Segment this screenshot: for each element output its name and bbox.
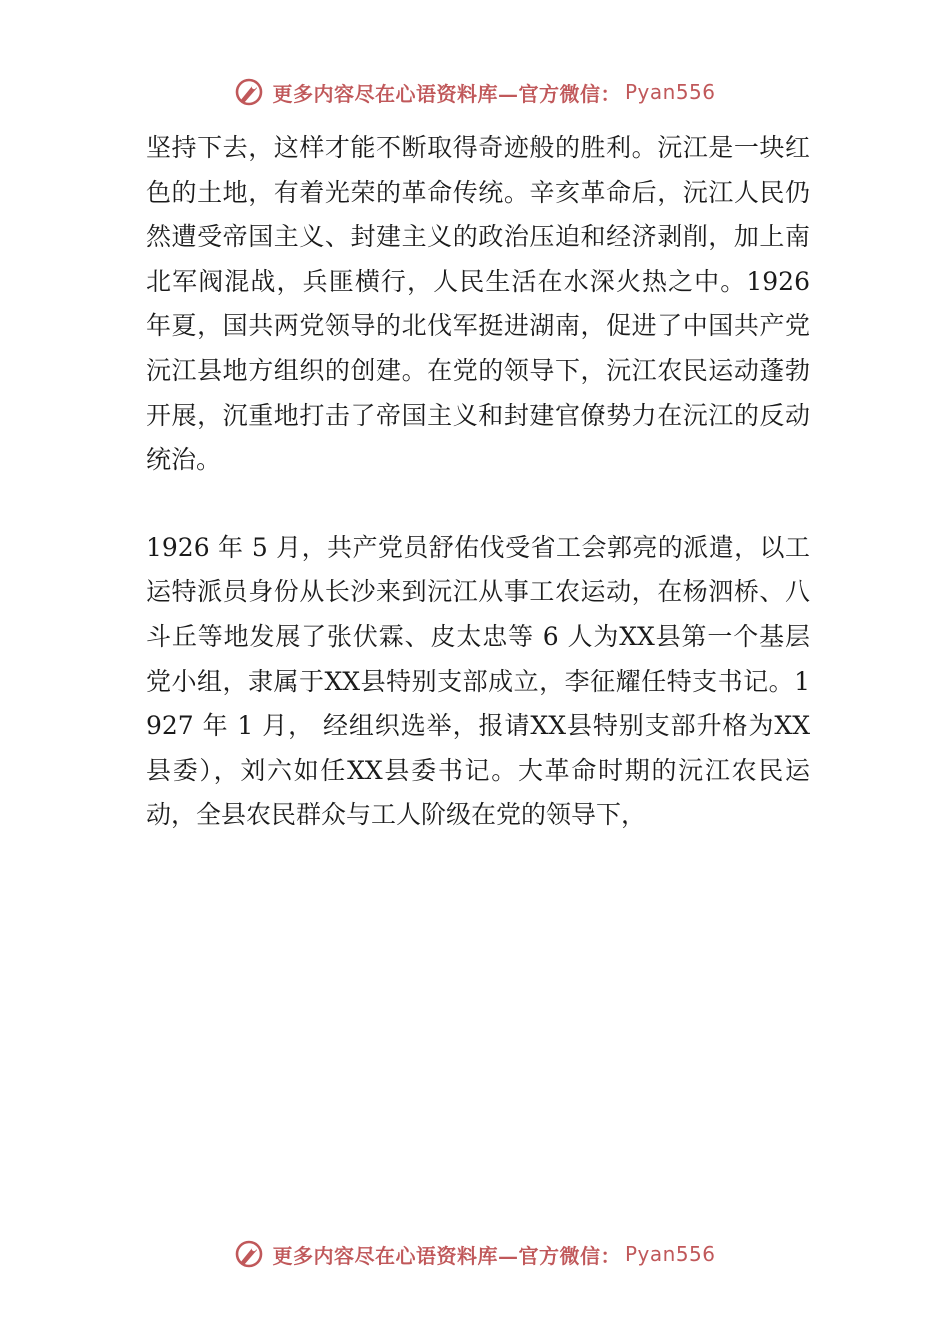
header-watermark [0,72,950,112]
pen-nib-circle-icon [234,77,264,107]
watermark-wechat-id: Pyan556 [624,1242,716,1266]
document-body [146,126,810,838]
paragraph-1: 坚持下去，这样才能不断取得奇迹般的胜利。沅江是一块红色的土地，有着光荣的革命传统。辛亥革命后，沅江人民仍然遭受帝国主义、封建主义的政治压迫和经济剥削，加上南北军阀混战，兵匪横行，人民生活在水深火热之中。1926 年夏，国共两党领导的北伐军挺进湖南，促进了中国共产党沅江县地方组织的创建。在党的领导下，沅江农民运动蓬勃开展，沉重地打击了帝国主义和封建官僚势力在沅江的反动统治。 [146,133,810,475]
pen-nib-circle-icon [234,1239,264,1269]
watermark-text: 更多内容尽在心语资料库—官方微信： [272,81,621,106]
watermark-text: 更多内容尽在心语资料库—官方微信： [272,1243,621,1268]
footer-watermark [0,1234,950,1274]
watermark-wechat-id: Pyan556 [624,80,716,104]
paragraph-2: 1926 年 5 月，共产党员舒佑伐受省工会郭亮的派遣，以工运特派员身份从长沙来到沅江从事工农运动，在杨泗桥、八斗丘等地发展了张伏霖、皮太忠等 6 人为XX县第一个基层党小组，隶属于XX县特别支部成立，李征耀任特支书记。1927 年 1 月， 经组织选举，报请XX县特别支部升格为XX县委），刘六如任XX县委书记。大革命时期的沅江农民运动，全县农民群众与工人阶级在党的领导下， [146,532,810,830]
